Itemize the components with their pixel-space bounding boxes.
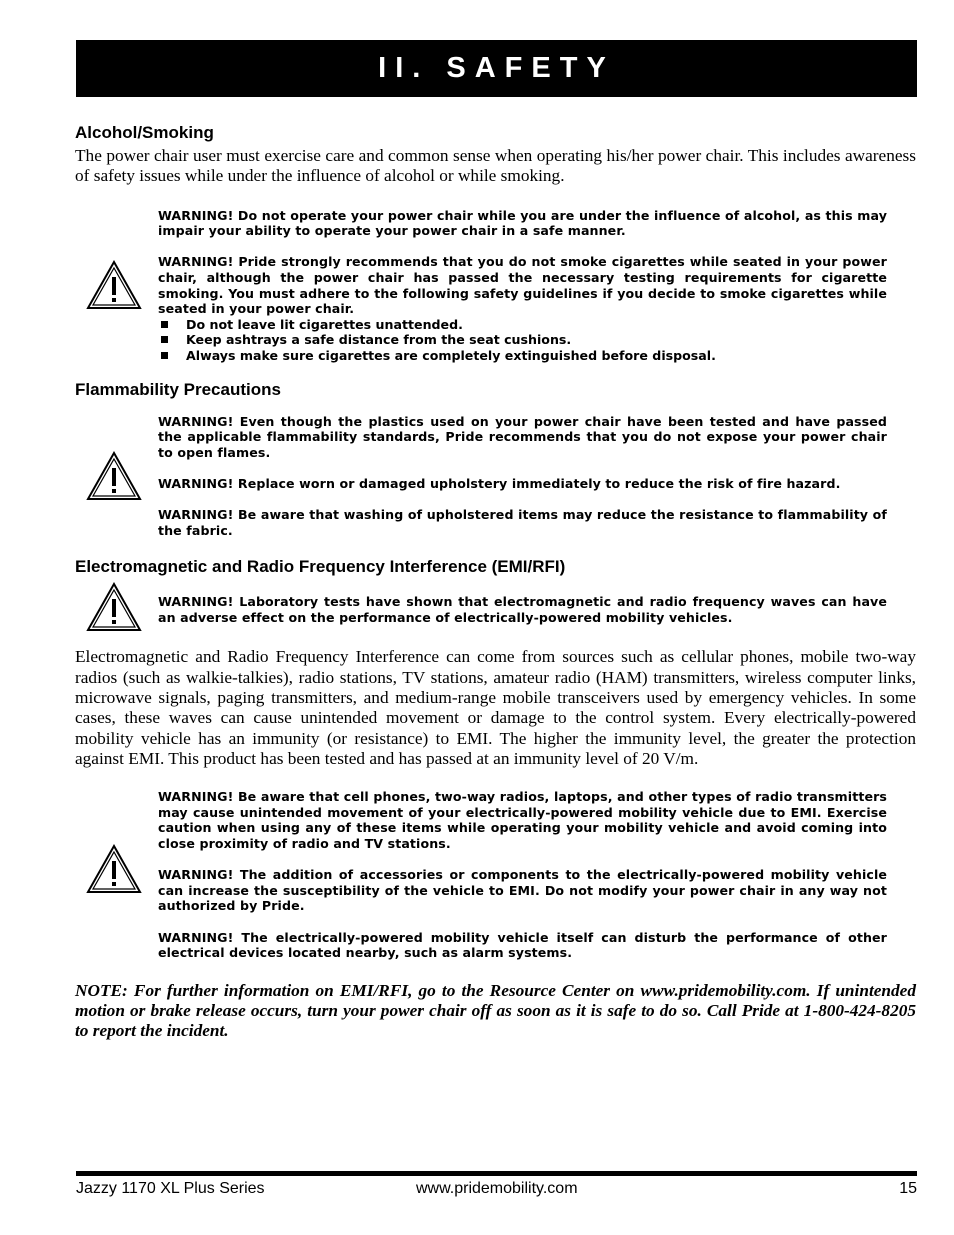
warning-triangle-icon: [86, 260, 142, 310]
footer-model: Jazzy 1170 XL Plus Series: [76, 1180, 265, 1197]
warning-block-emi-top: [158, 594, 887, 625]
list-item: Always make sure cigarettes are completely extinguished before disposal.: [158, 348, 887, 364]
warning-triangle-icon: [86, 582, 142, 632]
heading-alcohol-smoking: Alcohol/Smoking: [75, 123, 214, 142]
page-footer: [76, 1180, 917, 1200]
warning-block-flammability: [158, 414, 887, 539]
warning-text: WARNING! Even though the plastics used on your power chair have been tested and have passed the applicable flammability standards, Pride recommends that you do not expose your power chair to open flames.: [158, 413, 887, 460]
warning-text: WARNING! The addition of accessories or components to the electrically-powered mobility vehicle can increase the susceptibility of the vehicle to EMI. Do not modify your power chair in any way not authorized by Pride.: [158, 867, 887, 914]
warning-text: WARNING! Be aware that cell phones, two-way radios, laptops, and other types of radio transmitters may cause unintended movement of your electrically-powered mobility vehicle due to EMI. Exercise caution when using any of these items while operating your mobility vehicle and avoid coming into close proximity of radio and TV stations.: [158, 789, 887, 852]
warning-triangle-icon: [86, 844, 142, 894]
list-item: Keep ashtrays a safe distance from the seat cushions.: [158, 332, 887, 348]
bullet-list-smoking: [158, 317, 887, 364]
note-emi-resource: NOTE: For further information on EMI/RFI, go to the Resource Center on www.pridemobility.com. If unintended motion or brake release occurs, turn your power chair off as soon as it is safe to do so. Call Pride at 1-800-424-8205 to report the incident.: [75, 980, 916, 1041]
warning-text: WARNING! Replace worn or damaged upholstery immediately to reduce the risk of fire hazard.: [158, 475, 841, 491]
body-alcohol-smoking: The power chair user must exercise care and common sense when operating his/her power chair. This includes awareness of safety issues while under the influence of alcohol or while smoking.: [75, 146, 916, 186]
warning-text: WARNING! The electrically-powered mobility vehicle itself can disturb the performance of other electrical devices located nearby, such as alarm systems.: [158, 929, 887, 961]
warning-text: WARNING! Be aware that washing of upholstered items may reduce the resistance to flammability of the fabric.: [158, 507, 887, 538]
warning-block-emi: [158, 789, 887, 961]
heading-flammability: Flammability Precautions: [75, 379, 281, 399]
warning-text: WARNING! Pride strongly recommends that you do not smoke cigarettes while seated in your power chair, although the power chair has passed the necessary testing requirements for cigarette smoking. You must adhere to the following safety guidelines if you decide to smoke cigarettes while seated in your power chair.: [158, 254, 887, 317]
warning-text: WARNING! Do not operate your power chair while you are under the influence of alcohol, as this may impair your ability to operate your power chair in a safe manner.: [158, 207, 887, 239]
page-content: [75, 122, 916, 1042]
warning-text: WARNING! Laboratory tests have shown that electromagnetic and radio frequency waves can have an adverse effect on the performance of electrically-powered mobility vehicles.: [158, 594, 887, 625]
section-title-banner: [76, 40, 917, 97]
warning-block-alcohol: [158, 208, 887, 364]
body-emi-rfi: Electromagnetic and Radio Frequency Interference can come from sources such as cellular phones, mobile two-way radios (such as walkie-talkies), radio stations, TV stations, amateur radio (HAM) transmitters, wireless computer links, microwave signals, paging transmitters, and medium-range mobile transceivers used by emergency vehicles. In some cases, these waves can cause unintended movement or damage to the control system. Every electrically-powered mobility vehicle has an immunity (or resistance) to EMI. The higher the immunity level, the greater the protection against EMI. This product has been tested and has passed at an immunity level of 20 V/m.: [75, 647, 916, 768]
footer-website: www.pridemobility.com: [416, 1180, 578, 1197]
heading-emi-rfi: Electromagnetic and Radio Frequency Interference (EMI/RFI): [75, 557, 566, 577]
list-item: Do not leave lit cigarettes unattended.: [158, 317, 887, 333]
warning-triangle-icon: [86, 451, 142, 501]
footer-divider: [76, 1171, 917, 1176]
section-title: II. SAFETY: [378, 52, 615, 84]
page-number: 15: [899, 1180, 917, 1197]
